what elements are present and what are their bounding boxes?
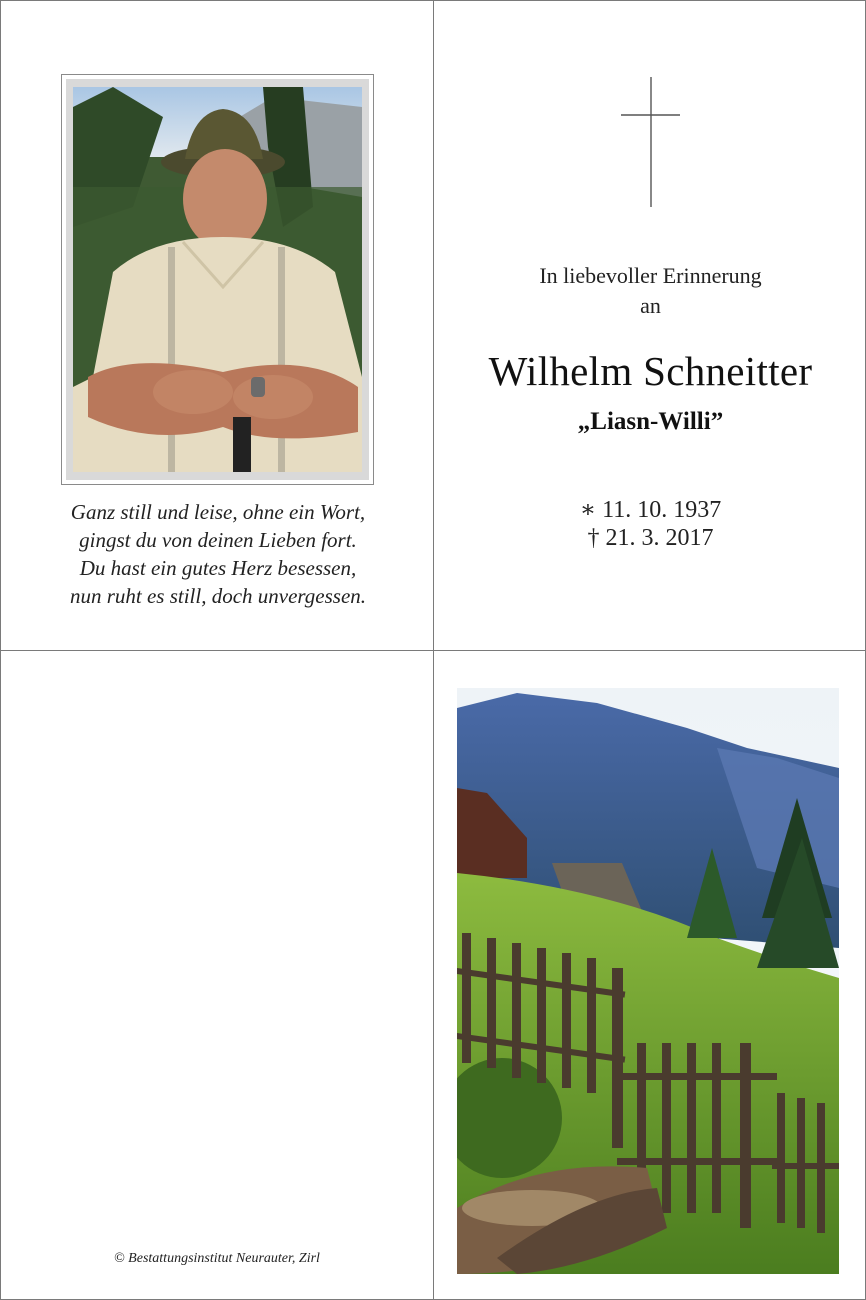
birth-star-icon: ∗: [579, 497, 597, 523]
portrait-photo: [73, 87, 362, 472]
poem-line: nun ruht es still, doch unvergessen.: [69, 584, 367, 608]
death-dagger-icon: †: [587, 525, 600, 551]
birth-date: 11. 10. 1937: [602, 497, 722, 523]
death-date-row: [434, 525, 866, 552]
portrait-photo-icon: [73, 87, 362, 472]
landscape-photo-icon: [457, 688, 839, 1274]
card-panel-top-left: [0, 0, 434, 651]
poem-line: Du hast ein gutes Herz besessen,: [79, 556, 357, 580]
deceased-nickname: „Liasn-Willi”: [577, 408, 724, 435]
memory-subheading: an: [640, 293, 661, 318]
card-panel-top-right: [433, 0, 866, 651]
portrait-frame: [61, 74, 374, 485]
poem-line: gingst du von deinen Lieben fort.: [79, 528, 357, 552]
copyright-notice: © Bestattungsinstitut Neurauter, Zirl: [114, 1251, 320, 1266]
poem: [1, 498, 435, 610]
landscape-photo: [457, 688, 839, 1274]
poem-line: Ganz still und leise, ohne ein Wort,: [70, 500, 366, 524]
card-panel-bottom-left: [0, 650, 434, 1300]
birth-date-row: [434, 495, 866, 524]
deceased-name: Wilhelm Schneitter: [488, 348, 813, 394]
memory-heading: In liebevoller Erinnerung: [539, 263, 762, 288]
death-date: 21. 3. 2017: [605, 525, 714, 551]
cross-icon: [434, 1, 866, 221]
